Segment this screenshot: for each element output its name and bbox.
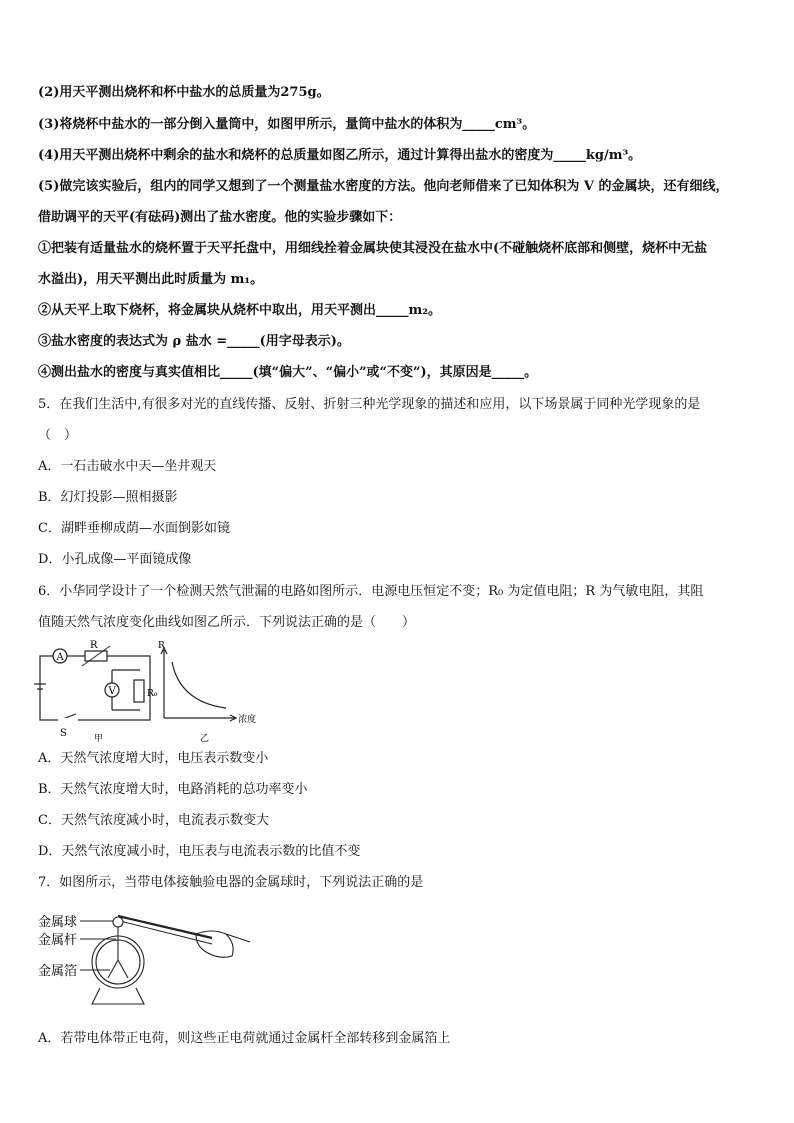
metal-foil-label: 金属箔	[38, 964, 78, 979]
metal-ball-icon	[113, 917, 123, 927]
circuit-diagram	[34, 656, 150, 720]
q6-option-a: A．天然气浓度增大时，电压表示数变小	[38, 751, 269, 766]
r-concentration-graph	[161, 648, 236, 721]
q5-option-a: A．一石击破水中天—坐井观天	[38, 459, 217, 474]
q4-substep-3: ③盐水密度的表达式为 ρ 盐水 =_____(用字母表示)。	[38, 334, 350, 349]
resistor-r-label: R	[90, 640, 98, 651]
figure-jia-label: 甲	[94, 734, 104, 744]
q4-substep-1-line1: ①把装有适量盐水的烧杯置于天平托盘中，用细线拴着金属块使其浸没在盐水中(不碰触烧杯底部和侧壁，烧杯中无盐	[38, 241, 708, 256]
q5-stem-line1: 5．在我们生活中,有很多对光的直线传播、反射、折射三种光学现象的描述和应用，以下场景属于同种光学现象的是	[38, 397, 701, 412]
fixed-resistor-icon	[134, 680, 144, 702]
q4-substep-4: ④测出盐水的密度与真实值相比_____(填“偏大”、“偏小”或“不变”)，其原因是_____。	[38, 365, 538, 380]
q6-option-b: B．天然气浓度增大时，电路消耗的总功率变小	[38, 782, 308, 797]
q4-step-5-line1: (5)做完该实验后，组内的同学又想到了一个测量盐水密度的方法。他向老师借来了已知体积为 V 的金属块，还有细线，	[38, 179, 729, 194]
electroscope-stand-icon	[92, 988, 144, 1004]
q4-substep-2: ②从天平上取下烧杯，将金属块从烧杯中取出，用天平测出_____m₂。	[38, 303, 441, 318]
metal-ball-label: 金属球	[38, 915, 78, 930]
graph-y-axis-label: R	[158, 641, 165, 651]
graph-x-axis-label: 浓度	[238, 715, 257, 725]
q4-substep-1-line2: 水溢出)，用天平测出此时质量为 m₁。	[38, 272, 264, 287]
q5-stem-line2: （ ）	[38, 428, 78, 443]
voltmeter-label: V	[108, 686, 116, 697]
q6-figure	[30, 640, 280, 745]
q4-step-3: (3)将烧杯中盐水的一部分倒入量筒中，如图甲所示，量筒中盐水的体积为_____cm³。	[38, 117, 536, 132]
q6-stem-line2: 值随天然气浓度变化曲线如图乙所示．下列说法正确的是（ ）	[38, 615, 416, 630]
charged-rod-icon	[118, 916, 212, 938]
q4-step-4: (4)用天平测出烧杯中剩余的盐水和烧杯的总质量如图乙所示，通过计算得出盐水的密度为_____kg/m³。	[38, 148, 642, 163]
q6-option-c: C．天然气浓度减小时，电流表示数变大	[38, 813, 269, 828]
switch-label: S	[60, 728, 67, 739]
q5-option-d: D．小孔成像—平面镜成像	[38, 552, 192, 567]
q6-option-d: D．天然气浓度减小时，电压表与电流表示数的比值不变	[38, 844, 361, 859]
q5-option-b: B．幻灯投影—照相摄影	[38, 490, 178, 505]
electroscope-figure	[36, 904, 256, 1010]
q7-option-a: A．若带电体带正电荷，则这些正电荷就通过金属杆全部转移到金属箔上	[38, 1031, 451, 1046]
q6-stem-line1: 6．小华同学设计了一个检测天然气泄漏的电路如图所示．电源电压恒定不变；R₀ 为定值电阻；R 为气敏电阻，其阻	[38, 584, 704, 599]
figure-yi-label: 乙	[200, 734, 210, 744]
q5-option-c: C．湖畔垂柳成荫—水面倒影如镜	[38, 521, 230, 536]
metal-foil-icon	[108, 960, 118, 978]
ammeter-label: A	[56, 652, 64, 663]
q4-step-2: (2)用天平测出烧杯和杯中盐水的总质量为275g。	[38, 85, 330, 100]
q7-stem: 7．如图所示，当带电体接触验电器的金属球时，下列说法正确的是	[38, 875, 424, 890]
metal-rod-label: 金属杆	[38, 933, 78, 948]
q4-step-5-line2: 借助调平的天平(有砝码)测出了盐水密度。他的实验步骤如下：	[38, 210, 402, 225]
resistor-r0-label: R₀	[147, 689, 158, 699]
